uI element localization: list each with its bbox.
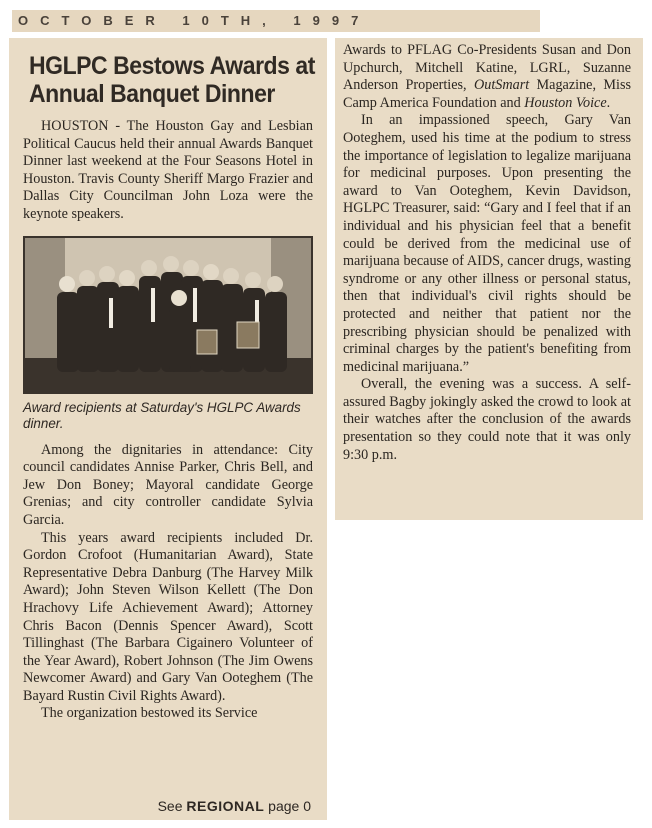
service-awards-text-b: Magazine, Miss Camp America Foundation and bbox=[343, 77, 631, 111]
group-photo bbox=[23, 236, 313, 394]
jump-suffix: page 0 bbox=[268, 798, 311, 814]
jump-section: REGIONAL bbox=[186, 798, 265, 814]
paragraph-service-awards bbox=[343, 42, 631, 112]
jump-prefix: See bbox=[157, 798, 183, 814]
photo-caption: Award recipients at Saturday's HGLPC Awards dinner. bbox=[23, 399, 301, 431]
headline-line-1: HGLPC Bestows Awards at bbox=[29, 52, 315, 80]
paragraph-speech: In an impassioned speech, Gary Van Ooteghem, used his time at the podium to stress the importance of legislation to legalize marijuana for medicinal purposes. Upon presenting the award to Van Ooteghem, Kevin Davidson, HGLPC Treasurer, said: “Gary and I feel that if an individual and his physician feel that a benefit could be derived from the medicinal use of marijuana because of AIDS, cancer drugs, wasting syndrome or any other illness or personal status, then that individual's civil rights should be protected and neither that patient nor the prescribing physician should be penalized with criminal charges by the patient's benefiting from medicinal marijuana.” bbox=[343, 112, 631, 375]
group-photo-image bbox=[25, 238, 311, 392]
paragraph-dignitaries: Among the dignitaries in attendance: City council candidates Annise Parker, Chris Bell, and Jew Don Boney; Mayoral candidate George Grenias; and city controller candidate Sylvia Garcia. bbox=[23, 441, 313, 528]
publication-houston-voice: Houston Voice bbox=[524, 94, 607, 111]
paragraph-service-start: The organization bestowed its Service bbox=[41, 705, 258, 722]
headline-line-2: Annual Banquet Dinner bbox=[29, 80, 275, 108]
service-awards-text-c: . bbox=[606, 94, 611, 111]
service-awards-text-a: Awards to PFLAG Co-Presidents Susan and Don Upchurch, Mitchell Katine, LGRL, Suzanne Anderson Properties, bbox=[343, 42, 631, 94]
dateline: OCTOBER 10TH, 1997 bbox=[12, 10, 540, 32]
publication-outsmart: OutSmart bbox=[473, 77, 530, 94]
article-column-right bbox=[335, 38, 643, 520]
continued-on-jumpline bbox=[9, 798, 311, 814]
paragraph-recipients: This years award recipients included Dr. Gordon Crofoot (Humanitarian Award), State Representative Debra Danburg (The Harvey Milk Award); John Steven Wilson Kellett (The Don Hrachovy Life Achievement Award); Attorney Chris Bacon (Dennis Spencer Award), Scott Tillinghast (The Barbara Cigainero Volunteer of the Year Award), Robert Johnson (The Jim Owens Newcomer Award) and Gary Van Ooteghem (The Bayard Rustin Civil Rights Award). bbox=[23, 529, 313, 704]
paragraph-intro: HOUSTON - The Houston Gay and Lesbian Political Caucus held their annual Awards Banquet Dinner last weekend at the Four Seasons Hotel in Houston. Travis County Sheriff Margo Frazier and Dallas City Councilman John Loza were the keynote speakers. bbox=[23, 118, 313, 222]
article-column-left bbox=[9, 38, 327, 820]
headline bbox=[29, 52, 315, 108]
paragraph-conclusion: Overall, the evening was a success. A self-assured Bagby jokingly asked the crowd to look at their watches after the conclusion of the awards presentation so they could note that it was only 9:30 p.m. bbox=[343, 376, 631, 463]
